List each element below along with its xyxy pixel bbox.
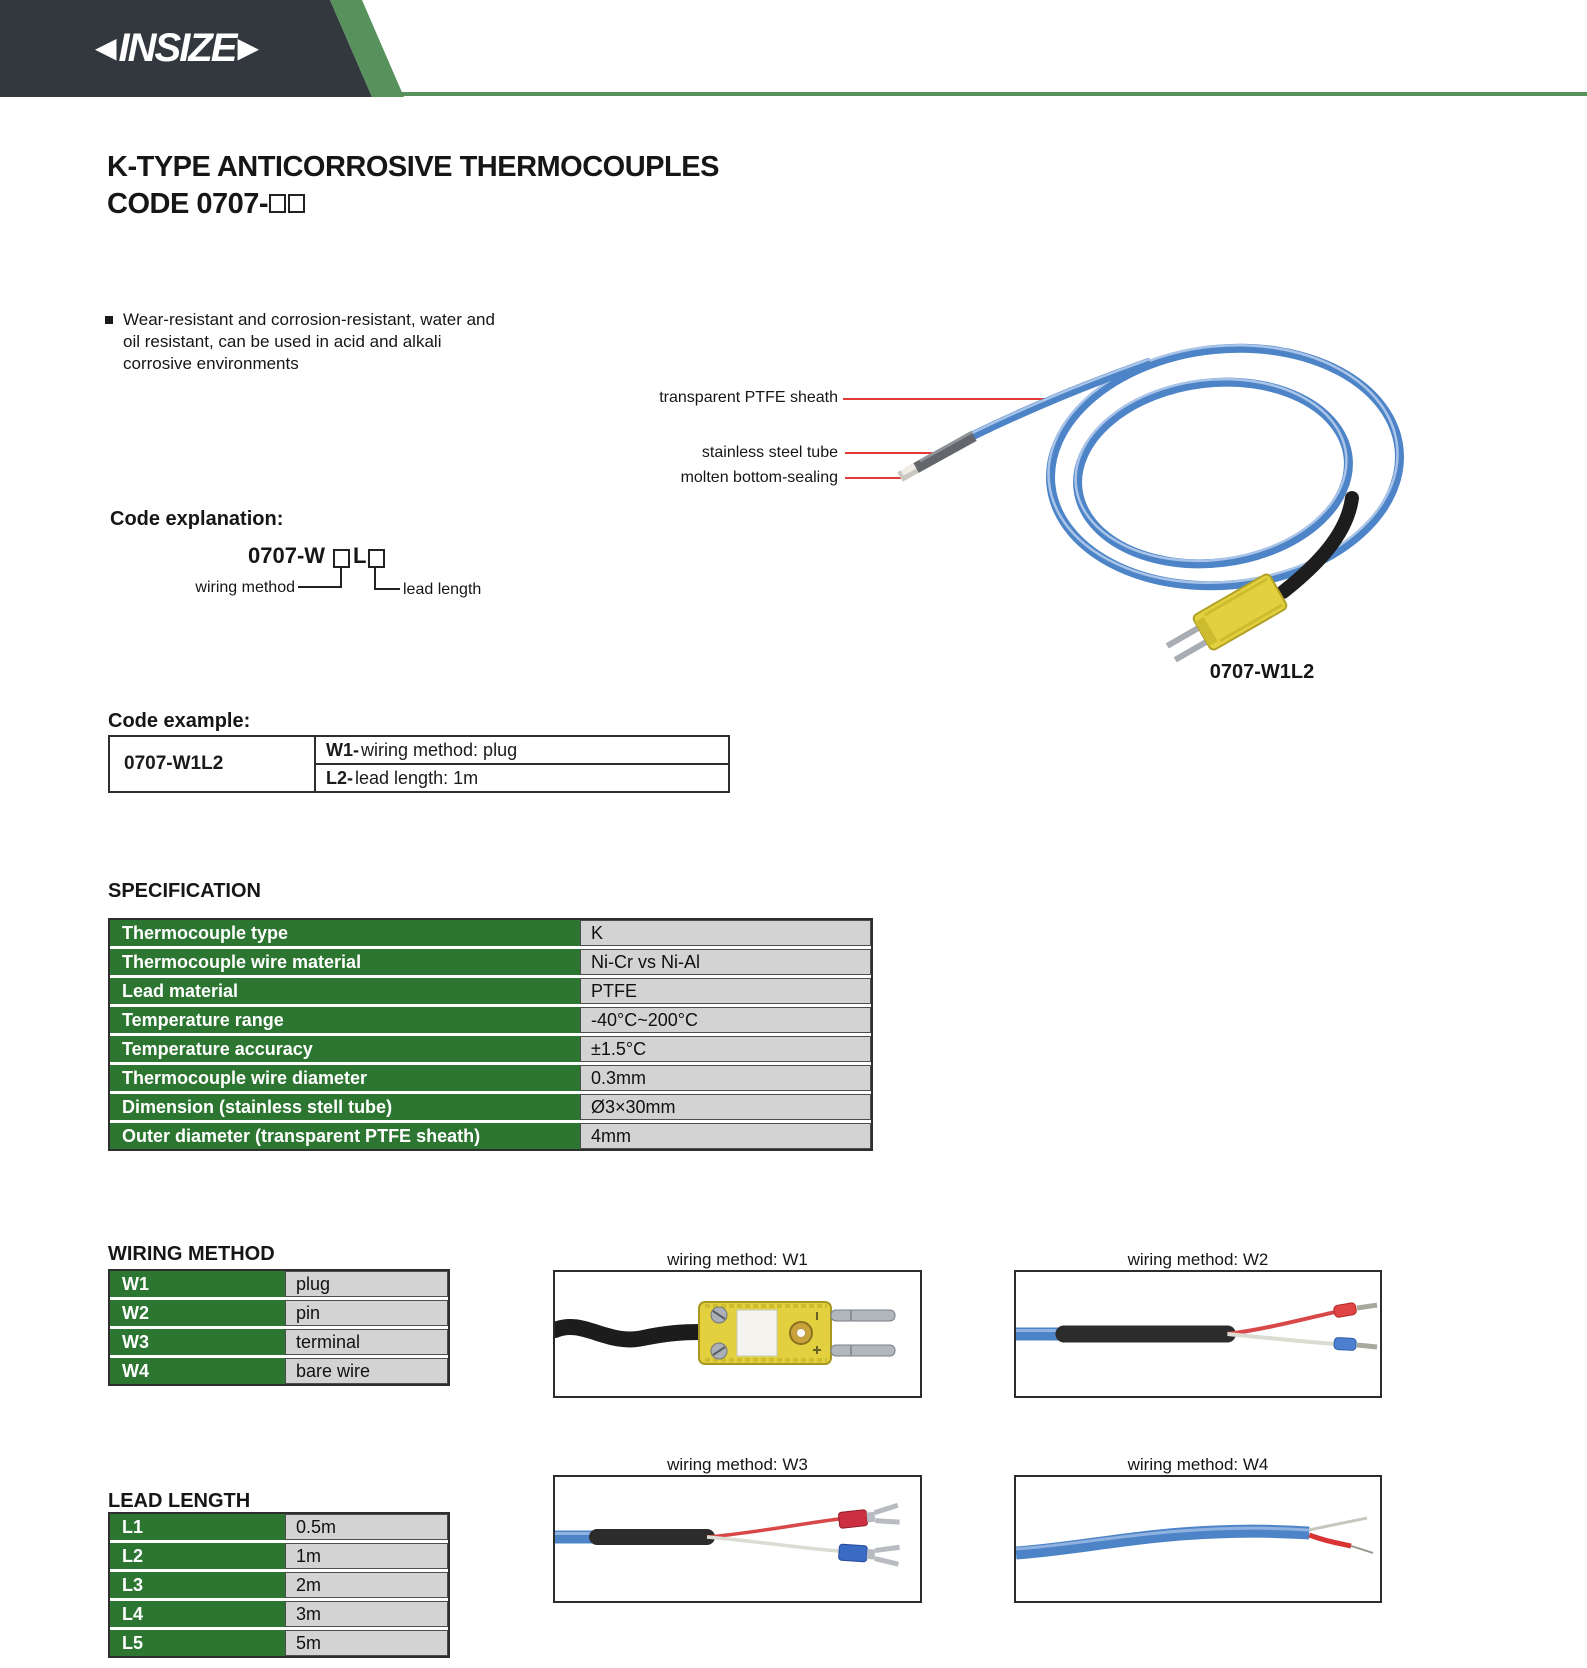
spec-label: Temperature accuracy xyxy=(110,1036,580,1062)
lead-code: L5 xyxy=(110,1630,285,1656)
lead-value: 1m xyxy=(285,1543,448,1569)
spec-label: Thermocouple wire material xyxy=(110,949,580,975)
table-row xyxy=(110,1572,448,1598)
lead-length-table xyxy=(108,1512,450,1658)
lead-length-heading: LEAD LENGTH xyxy=(108,1490,251,1512)
diagram-connector-line xyxy=(376,588,400,590)
table-row xyxy=(110,1036,871,1062)
wiring-image-w3 xyxy=(553,1475,922,1603)
wiring-method-table xyxy=(108,1269,450,1386)
brand-logo xyxy=(95,28,259,68)
table-row xyxy=(110,949,871,975)
table-row xyxy=(110,1065,871,1091)
code-example-table xyxy=(108,735,730,793)
code-diagram-prefix: 0707-W xyxy=(248,543,326,568)
spec-label: Temperature range xyxy=(110,1007,580,1033)
code-example-rows xyxy=(316,737,728,791)
table-row xyxy=(110,1123,871,1149)
lead-code: L1 xyxy=(110,1514,285,1540)
w3-terminal-illustration xyxy=(555,1477,920,1601)
code-example-code: 0707-W1L2 xyxy=(110,737,316,791)
table-row xyxy=(110,1329,448,1355)
wiring-image-caption-w2: wiring method: W2 xyxy=(1127,1250,1269,1269)
wiring-image-w4 xyxy=(1014,1475,1382,1603)
label-bottom-sealing: molten bottom-sealing xyxy=(680,469,838,486)
wiring-image-caption-w3: wiring method: W3 xyxy=(667,1455,808,1474)
wiring-code: W3 xyxy=(110,1329,285,1355)
table-row xyxy=(110,920,871,946)
header-green-line xyxy=(398,92,1587,96)
table-row xyxy=(110,1300,448,1326)
wiring-image-w1 xyxy=(553,1270,922,1398)
wiring-value: terminal xyxy=(285,1329,448,1355)
table-row xyxy=(110,978,871,1004)
placeholder-square xyxy=(368,549,385,568)
lead-value: 5m xyxy=(285,1630,448,1656)
table-row xyxy=(110,1358,448,1384)
table-row xyxy=(110,1514,448,1540)
table-row xyxy=(110,1094,871,1120)
code-example-row-text: wiring method: plug xyxy=(361,739,518,760)
placeholder-square xyxy=(269,194,286,213)
spec-label: Thermocouple type xyxy=(110,920,580,946)
diagram-connector-line xyxy=(374,568,376,590)
wiring-code: W2 xyxy=(110,1300,285,1326)
table-row xyxy=(110,1271,448,1297)
spec-label: Lead material xyxy=(110,978,580,1004)
feature-text: Wear-resistant and corrosion-resistant, water and oil resistant, can be used in acid and alkali corrosive environments xyxy=(123,310,495,373)
wiring-method-label: wiring method xyxy=(195,579,295,596)
spec-value: -40°C~200°C xyxy=(580,1007,871,1033)
product-photo xyxy=(840,330,1420,700)
specification-heading: SPECIFICATION xyxy=(108,880,261,902)
code-example-heading: Code example: xyxy=(108,710,251,732)
spec-value: 4mm xyxy=(580,1123,871,1149)
code-diagram-l: L xyxy=(353,543,367,568)
page-title-line1: K-TYPE ANTICORROSIVE THERMOCOUPLES xyxy=(107,151,719,183)
code-example-row xyxy=(316,737,728,765)
specification-table xyxy=(108,918,873,1151)
w1-plug-illustration xyxy=(555,1272,920,1396)
cable-coil xyxy=(972,330,1411,603)
spec-value: Ø3×30mm xyxy=(580,1094,871,1120)
lead-value: 2m xyxy=(285,1572,448,1598)
brand-arrow-left-icon: ◀ xyxy=(95,32,117,63)
spec-label: Thermocouple wire diameter xyxy=(110,1065,580,1091)
code-example-row-code: L2- xyxy=(326,767,353,788)
page-title-line2 xyxy=(107,186,719,223)
wiring-code: W4 xyxy=(110,1358,285,1384)
wiring-image-w2 xyxy=(1014,1270,1382,1398)
wiring-image-caption-w4: wiring method: W4 xyxy=(1127,1455,1269,1474)
brand-arrow-right-icon: ▶ xyxy=(237,32,259,63)
table-row xyxy=(110,1630,448,1656)
spec-label: Dimension (stainless stell tube) xyxy=(110,1094,580,1120)
page-title xyxy=(107,149,719,223)
spec-value: K xyxy=(580,920,871,946)
table-row xyxy=(110,1007,871,1033)
diagram-connector-line xyxy=(340,568,342,588)
label-steel-tube: stainless steel tube xyxy=(701,444,838,461)
spec-label: Outer diameter (transparent PTFE sheath) xyxy=(110,1123,580,1149)
code-example-row-code: W1- xyxy=(326,739,359,760)
placeholder-square xyxy=(288,194,305,213)
table-row xyxy=(110,1601,448,1627)
table-row xyxy=(110,1543,448,1569)
product-caption: 0707-W1L2 xyxy=(1209,661,1315,683)
feature-bullet xyxy=(105,309,503,375)
lead-code: L2 xyxy=(110,1543,285,1569)
w2-pin-illustration xyxy=(1016,1272,1380,1396)
w4-bare-wire-illustration xyxy=(1016,1477,1380,1601)
lead-code: L3 xyxy=(110,1572,285,1598)
wiring-value: bare wire xyxy=(285,1358,448,1384)
bullet-square-icon xyxy=(105,316,113,324)
lead-value: 3m xyxy=(285,1601,448,1627)
wiring-value: pin xyxy=(285,1300,448,1326)
label-ptfe-sheath: transparent PTFE sheath xyxy=(659,389,838,406)
placeholder-square xyxy=(333,549,350,568)
code-explanation-heading: Code explanation: xyxy=(110,508,284,530)
page-title-code-prefix: CODE 0707- xyxy=(107,188,269,220)
diagram-connector-line xyxy=(298,586,342,588)
wiring-method-heading: WIRING METHOD xyxy=(108,1243,275,1265)
wiring-value: plug xyxy=(285,1271,448,1297)
lead-code: L4 xyxy=(110,1601,285,1627)
brand-name: INSIZE xyxy=(118,26,236,70)
wiring-code: W1 xyxy=(110,1271,285,1297)
lead-length-label: lead length xyxy=(403,581,482,598)
spec-value: PTFE xyxy=(580,978,871,1004)
wiring-image-caption-w1: wiring method: W1 xyxy=(667,1250,808,1269)
code-example-row-text: lead length: 1m xyxy=(355,767,479,788)
spec-value: Ni-Cr vs Ni-Al xyxy=(580,949,871,975)
probe-tip xyxy=(900,432,974,477)
lead-value: 0.5m xyxy=(285,1514,448,1540)
code-example-row xyxy=(316,765,728,791)
spec-value: 0.3mm xyxy=(580,1065,871,1091)
spec-value: ±1.5°C xyxy=(580,1036,871,1062)
